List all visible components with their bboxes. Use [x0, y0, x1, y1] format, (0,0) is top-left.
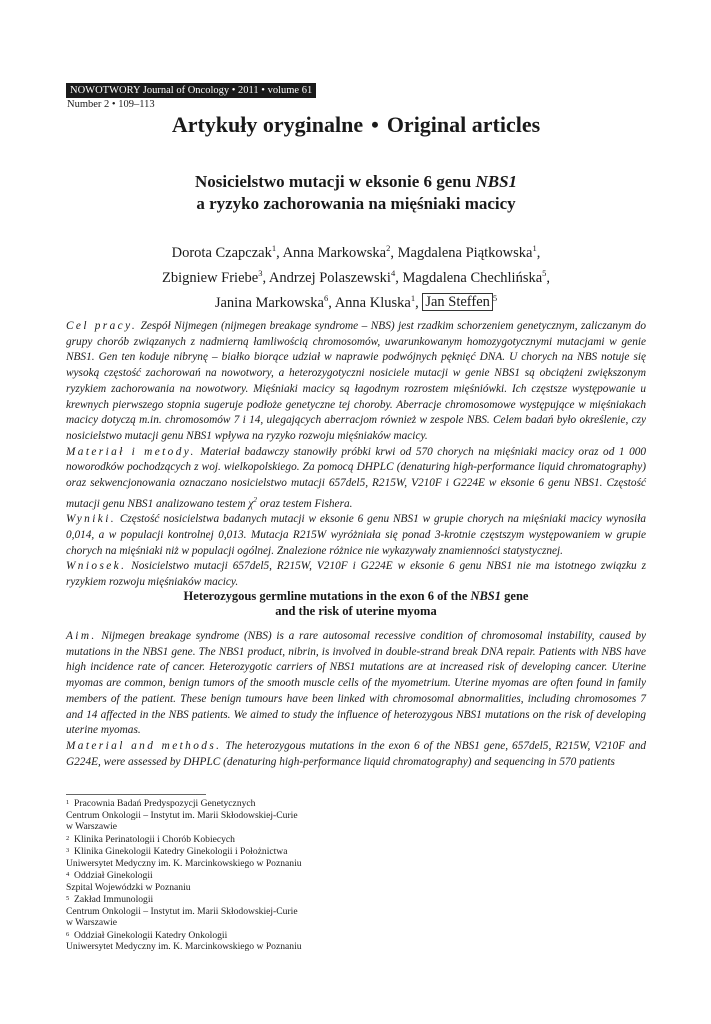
footnote-number: 5 — [66, 895, 70, 902]
footnote-line: Centrum Onkologii – Instytut im. Marii Skłodowskiej-Curie — [66, 905, 298, 917]
chi-square-power: 2 — [253, 494, 258, 504]
affiliation-marker: 1 — [410, 292, 416, 303]
affiliation-marker: 4 — [390, 267, 396, 278]
footnote-line: w Warszawie — [66, 917, 117, 928]
section-header-bullet: • — [371, 112, 379, 137]
section-header-english: Original articles — [386, 112, 541, 137]
title-en-line1-suffix: gene — [501, 589, 529, 603]
footnote-line: w Warszawie — [66, 821, 117, 832]
footnote-4 — [66, 869, 366, 893]
footnote-line: Zakład Immunologii — [74, 894, 154, 905]
footnote-number: 4 — [66, 871, 70, 878]
footnote-line: Oddział Ginekologii — [74, 870, 153, 881]
abstract-en-methods — [66, 739, 646, 770]
author: Anna Markowska — [282, 244, 387, 261]
affiliation-marker: 5 — [542, 267, 547, 278]
footnote-line: Klinika Perinatologii i Chorób Kobiecych — [74, 833, 235, 845]
abstract-pl-methods — [66, 445, 646, 513]
affiliation-marker: 1 — [532, 243, 537, 253]
abstract-en-aim — [66, 629, 646, 739]
article-title-english — [66, 589, 646, 619]
title-en-line1: Heterozygous germline mutations in the exon 6 of the — [183, 589, 471, 603]
footnote-number: 3 — [66, 847, 70, 854]
title-pl-line1: Nosicielstwo mutacji w eksonie 6 genu — [194, 172, 476, 191]
abstract-pl-aim-text: Zespół Nijmegen (nijmegen breakage syndrome – NBS) jest rzadkim schorzeniem genetycznym, zaliczanym do grupy chorób związanych z nadmierną łamliwością chromosomów, uwarunkowanym homozygotycznymi mutacjami w genie NBS1. Gen ten koduje nibrynę – białko biorące udział w naprawie podwójnych pęknięć DNA. U chorych na NBS notuje się wysoką częstość zachorowań na nowotwory, a heterozygotyczni nosiciele mutacji w genie NBS1 są obciążeni zwiększonym ryzykiem zachorowania na nowotwory. Mięśniaki macicy są łagodnym rozrostem mięśniówki. Ich częstsze występowanie u krewnych pierwszego stopnia sugeruje podłoże genetyczne tej choroby. Aberracje chromosomowe występujące w mięśniakach macicy dotyczą m.in. chromosomów 7 i 14, ulegających aberracjom również w zespole NBS. Celem badań było określenie, czy nosicielstwo mutacji genu NBS1 wpływa na ryzyko rozwoju mięśniaków macicy. — [66, 320, 647, 442]
chi-square-symbol: χ — [248, 497, 254, 510]
footnote-line: Uniwersytet Medyczny im. K. Marcinkowskiego w Poznaniu — [66, 857, 302, 869]
affiliation-marker: 1 — [271, 243, 277, 253]
abstract-pl-aim-label: Cel pracy. — [66, 320, 138, 332]
footnote-number: 1 — [66, 799, 70, 806]
abstract-pl-conclusion-text: Nosicielstwo mutacji 657del5, R215W, V210F i G224E w eksonie 6 genu NBS1 nie ma istotnego związku z ryzykiem rozwoju mięśniaków macicy. — [66, 560, 647, 589]
author: Dorota Czapczak — [171, 244, 272, 261]
author-list: Dorota Czapczak$^1$, Anna Markowska$^2$, Magdalena Piątkowska$^1$, Zbigniew Friebe$^3$, Andrzej Polaszewski$^4$, Magdalena Chechlińska$^5$, Janina Markowska$^6$, Anna Kluska$^1$, Jan Steffen $^5$ — [161, 243, 551, 311]
abstract-polish — [66, 319, 646, 591]
article-title-polish — [66, 171, 646, 215]
author: Zbigniew Friebe — [161, 269, 259, 286]
author-boxed: Jan Steffen — [422, 293, 493, 311]
abstract-pl-results-label: Wyniki. — [66, 513, 116, 526]
abstract-en-methods-label: Material and methods. — [66, 739, 222, 752]
abstract-pl-methods-label: Materiał i metody. — [66, 445, 196, 458]
footnote-line: Oddział Ginekologii Katedry Onkologii — [74, 929, 228, 941]
footnote-line: Szpital Wojewódzki w Poznaniu — [66, 881, 191, 893]
abstract-pl-methods-text-b: oraz testem Fishera. — [257, 497, 353, 510]
affiliation-marker: 5 — [492, 292, 498, 303]
abstract-pl-methods-text-a: Materiał badawczy stanowiły próbki krwi od 570 chorych na mięśniaki macicy oraz od 1 000 noworodków pochodzących z woj. wielkopolskiego. Za pomocą DHPLC (denaturing high-performance liquid chromatography) oraz sekwencjonowania oznaczano nosicielstwo mutacji 657del5, R215W, V210F i G224E w eksonie 6 genu NBS1. Częstość mutacji genu NBS1 analizowano testem — [66, 445, 647, 510]
footnote-3 — [66, 845, 366, 869]
footnote-line: Pracownia Badań Predyspozycji Genetycznych — [74, 798, 256, 809]
footnote-number: 2 — [66, 834, 70, 842]
title-pl-line2: a ryzyko zachorowania na mięśniaki macicy — [196, 194, 516, 213]
affiliation-marker: 2 — [386, 243, 391, 253]
footnote-2 — [66, 833, 366, 846]
abstract-pl-conclusion-label: Wniosek. — [66, 560, 127, 573]
affiliation-footnotes — [66, 797, 366, 953]
footnote-divider — [66, 794, 206, 795]
author: Magdalena Chechlińska — [402, 269, 543, 286]
author: Andrzej Polaszewski — [268, 269, 391, 286]
footnote-line: Klinika Ginekologii Katedry Ginekologii i Położnictwa — [74, 846, 288, 857]
abstract-pl-results — [66, 512, 646, 559]
title-en-gene: NBS1 — [470, 589, 502, 603]
footnote-line: Uniwersytet Medyczny im. K. Marcinkowskiego w Poznaniu — [66, 941, 302, 952]
abstract-pl-conclusion — [66, 559, 646, 590]
affiliation-marker: 6 — [323, 292, 329, 303]
affiliation-marker: 3 — [258, 267, 263, 278]
abstract-en-aim-text: Nijmegen breakage syndrome (NBS) is a rare autosomal recessive condition of chromosomal instability, caused by mutations in the NBS1 gene. The NBS1 product, nibrin, is involved in double-strand break DNA repair. Patients with NBS have high incidence rate of cancer. Heterozygotic carriers of NBS1 mutations are at increased risk of developing cancer. Uterine myomas are common, benign tumors of the smooth muscle cells of the myometrium. Uterine myomas are often found in family members of the patient. These benign tumours have been linked with chromosomal abnormalities, including chromosomes 7 and 14 affected in the NBS patients. We aimed to study the influence of heterozygous NBS1 mutations on the risk of developing uterine myomas. — [66, 630, 646, 737]
footnote-5 — [66, 893, 366, 929]
title-en-line2: and the risk of uterine myoma — [275, 604, 437, 618]
abstract-pl-results-text: Częstość nosicielstwa badanych mutacji w eksonie 6 genu NBS1 w grupie chorych na mięśniaki macicy wynosiła 0,014, a w populacji kontrolnej 0,013. Mutacja R215W wyróżniała się ponad 3-krotnie częstszym występowaniem w grupie chorych na mięśniaki niż w populacji ogólnej. Znalezione różnice nie wykazywały znamienności statystycznej. — [66, 513, 646, 557]
section-header-polish: Artykuły oryginalne — [171, 112, 364, 137]
section-header — [66, 112, 646, 138]
abstract-en-methods-text: The heterozygous mutations in the exon 6 of the NBS1 gene, 657del5, R215W, V210F and G224E, were assessed by DHPLC (denaturing high-performance liquid chromatography) and sequencing in 570 patients — [66, 739, 646, 768]
title-pl-gene: NBS1 — [475, 172, 518, 191]
abstract-english — [66, 629, 646, 770]
journal-header-bar: NOWOTWORY Journal of Oncology • 2011 • volume 61 — [66, 83, 316, 98]
footnote-line: Centrum Onkologii – Instytut im. Marii Skłodowskiej-Curie — [66, 809, 298, 821]
footnote-number: 6 — [66, 930, 70, 938]
footnote-6 — [66, 929, 366, 953]
issue-info: Number 2 • 109–113 — [67, 99, 155, 110]
author: Anna Kluska — [334, 294, 411, 311]
author: Janina Markowska — [214, 294, 324, 311]
footnote-1 — [66, 797, 366, 833]
abstract-pl-aim — [66, 319, 646, 445]
author: Magdalena Piątkowska — [397, 244, 533, 261]
abstract-en-aim-label: Aim. — [66, 630, 97, 642]
